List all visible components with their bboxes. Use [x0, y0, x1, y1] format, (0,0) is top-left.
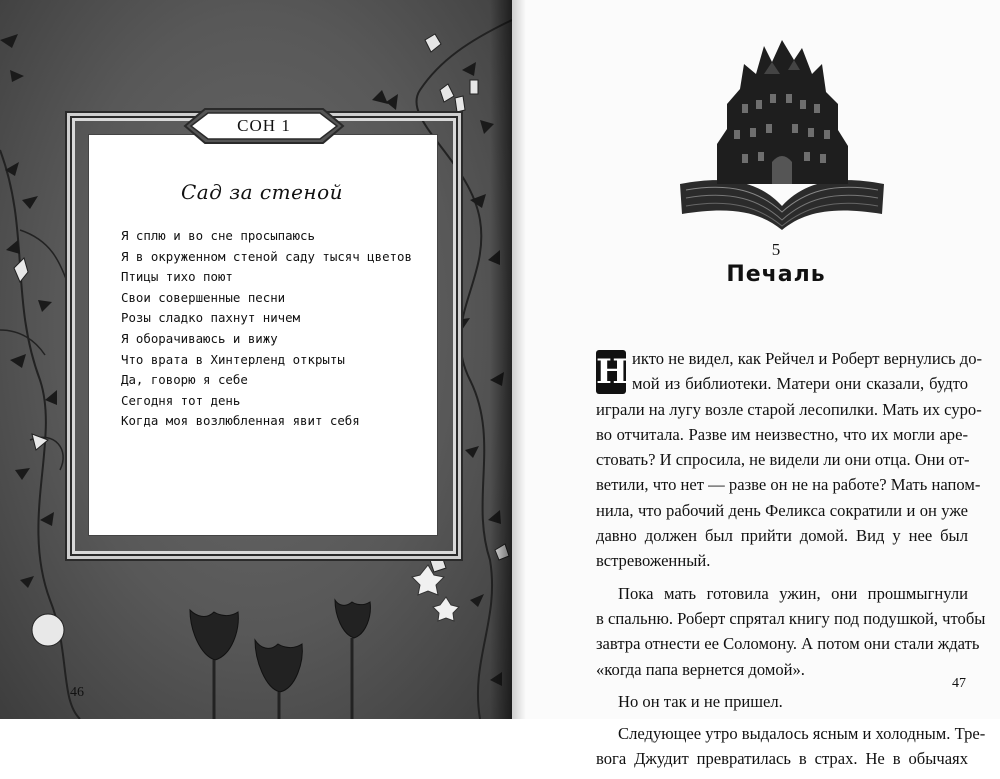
poem-line: Я сплю и во сне просыпаюсь — [121, 228, 315, 243]
text-line: давно должен был прийти домой. Вид у нее был — [596, 526, 968, 546]
text-line: во отчитала. Разве им неизвестно, что их могли аре- — [596, 424, 968, 444]
chapter-title: Печаль — [726, 262, 826, 287]
text-line: играли на лугу возле старой лесопилки. Мать их суро- — [596, 399, 982, 419]
text-line: мой из библиотеки. Матери они сказали, будто — [632, 374, 968, 394]
left-page — [0, 0, 512, 719]
text-line: в спальню. Роберт спрятал книгу под подушкой, чтобы — [596, 608, 986, 628]
gutter-shadow — [490, 0, 512, 719]
text-line: нила, что рабочий день Феликса сократили и он уже — [596, 500, 968, 520]
text-line: Следующее утро выдалось ясным и холодным. Тре- — [618, 724, 986, 744]
pop-up-book-castle-illustration — [672, 34, 892, 234]
text-line: вога Джудит превратилась в страх. Не в обычаях — [596, 749, 968, 769]
dream-badge — [183, 107, 345, 145]
text-line: икто не видел, как Рейчел и Роберт вернулись до- — [632, 349, 983, 368]
drop-cap: Н — [596, 352, 629, 392]
text-line: завтра отнести ее Соломону. А потом они стали ждать — [596, 634, 980, 654]
poem-line: Птицы тихо поют — [121, 269, 233, 285]
paragraph-2 — [596, 581, 986, 682]
poem-line: Да, говорю я себе — [121, 372, 248, 388]
poem-line: Я оборачиваюсь и вижу — [121, 330, 278, 346]
text-line: стовать? И спросила, не видели ли они отца. Они от- — [596, 450, 970, 470]
right-page — [512, 0, 1000, 769]
page-number-right: 47 — [952, 676, 966, 691]
poem-line: Свои совершенные песни — [121, 289, 286, 305]
poem-line: Когда моя возлюбленная явит себя — [121, 413, 360, 429]
text-line: Пока мать готовила ужин, они прошмыгнули — [618, 583, 968, 603]
poem-lines — [121, 226, 431, 432]
text-line: ветили, что нет — разве он не на работе? Мать напом- — [596, 475, 981, 495]
poem-line: Розы сладко пахнут ничем — [121, 310, 301, 326]
chapter-number: 5 — [771, 240, 781, 259]
dream-label: СОН 1 — [237, 116, 291, 135]
text-line: «когда папа вернется домой». — [596, 659, 805, 679]
poem-line: Сегодня тот день — [121, 392, 241, 408]
paragraph-4 — [596, 721, 986, 772]
poem-line: Что врата в Хинтерленд открыты — [121, 351, 345, 367]
poem-title: Сад за стеной — [180, 180, 344, 204]
paragraph-3 — [596, 689, 968, 714]
chapter-body — [596, 346, 986, 779]
poem-line: Я в окруженном стеной саду тысяч цветов — [121, 248, 412, 264]
right-gutter-shadow — [512, 0, 526, 719]
paragraph-1 — [596, 346, 983, 574]
text-line: Но он так и не пришел. — [618, 691, 783, 711]
page-number-left: 46 — [70, 685, 84, 700]
text-line: встревоженный. — [596, 551, 711, 571]
